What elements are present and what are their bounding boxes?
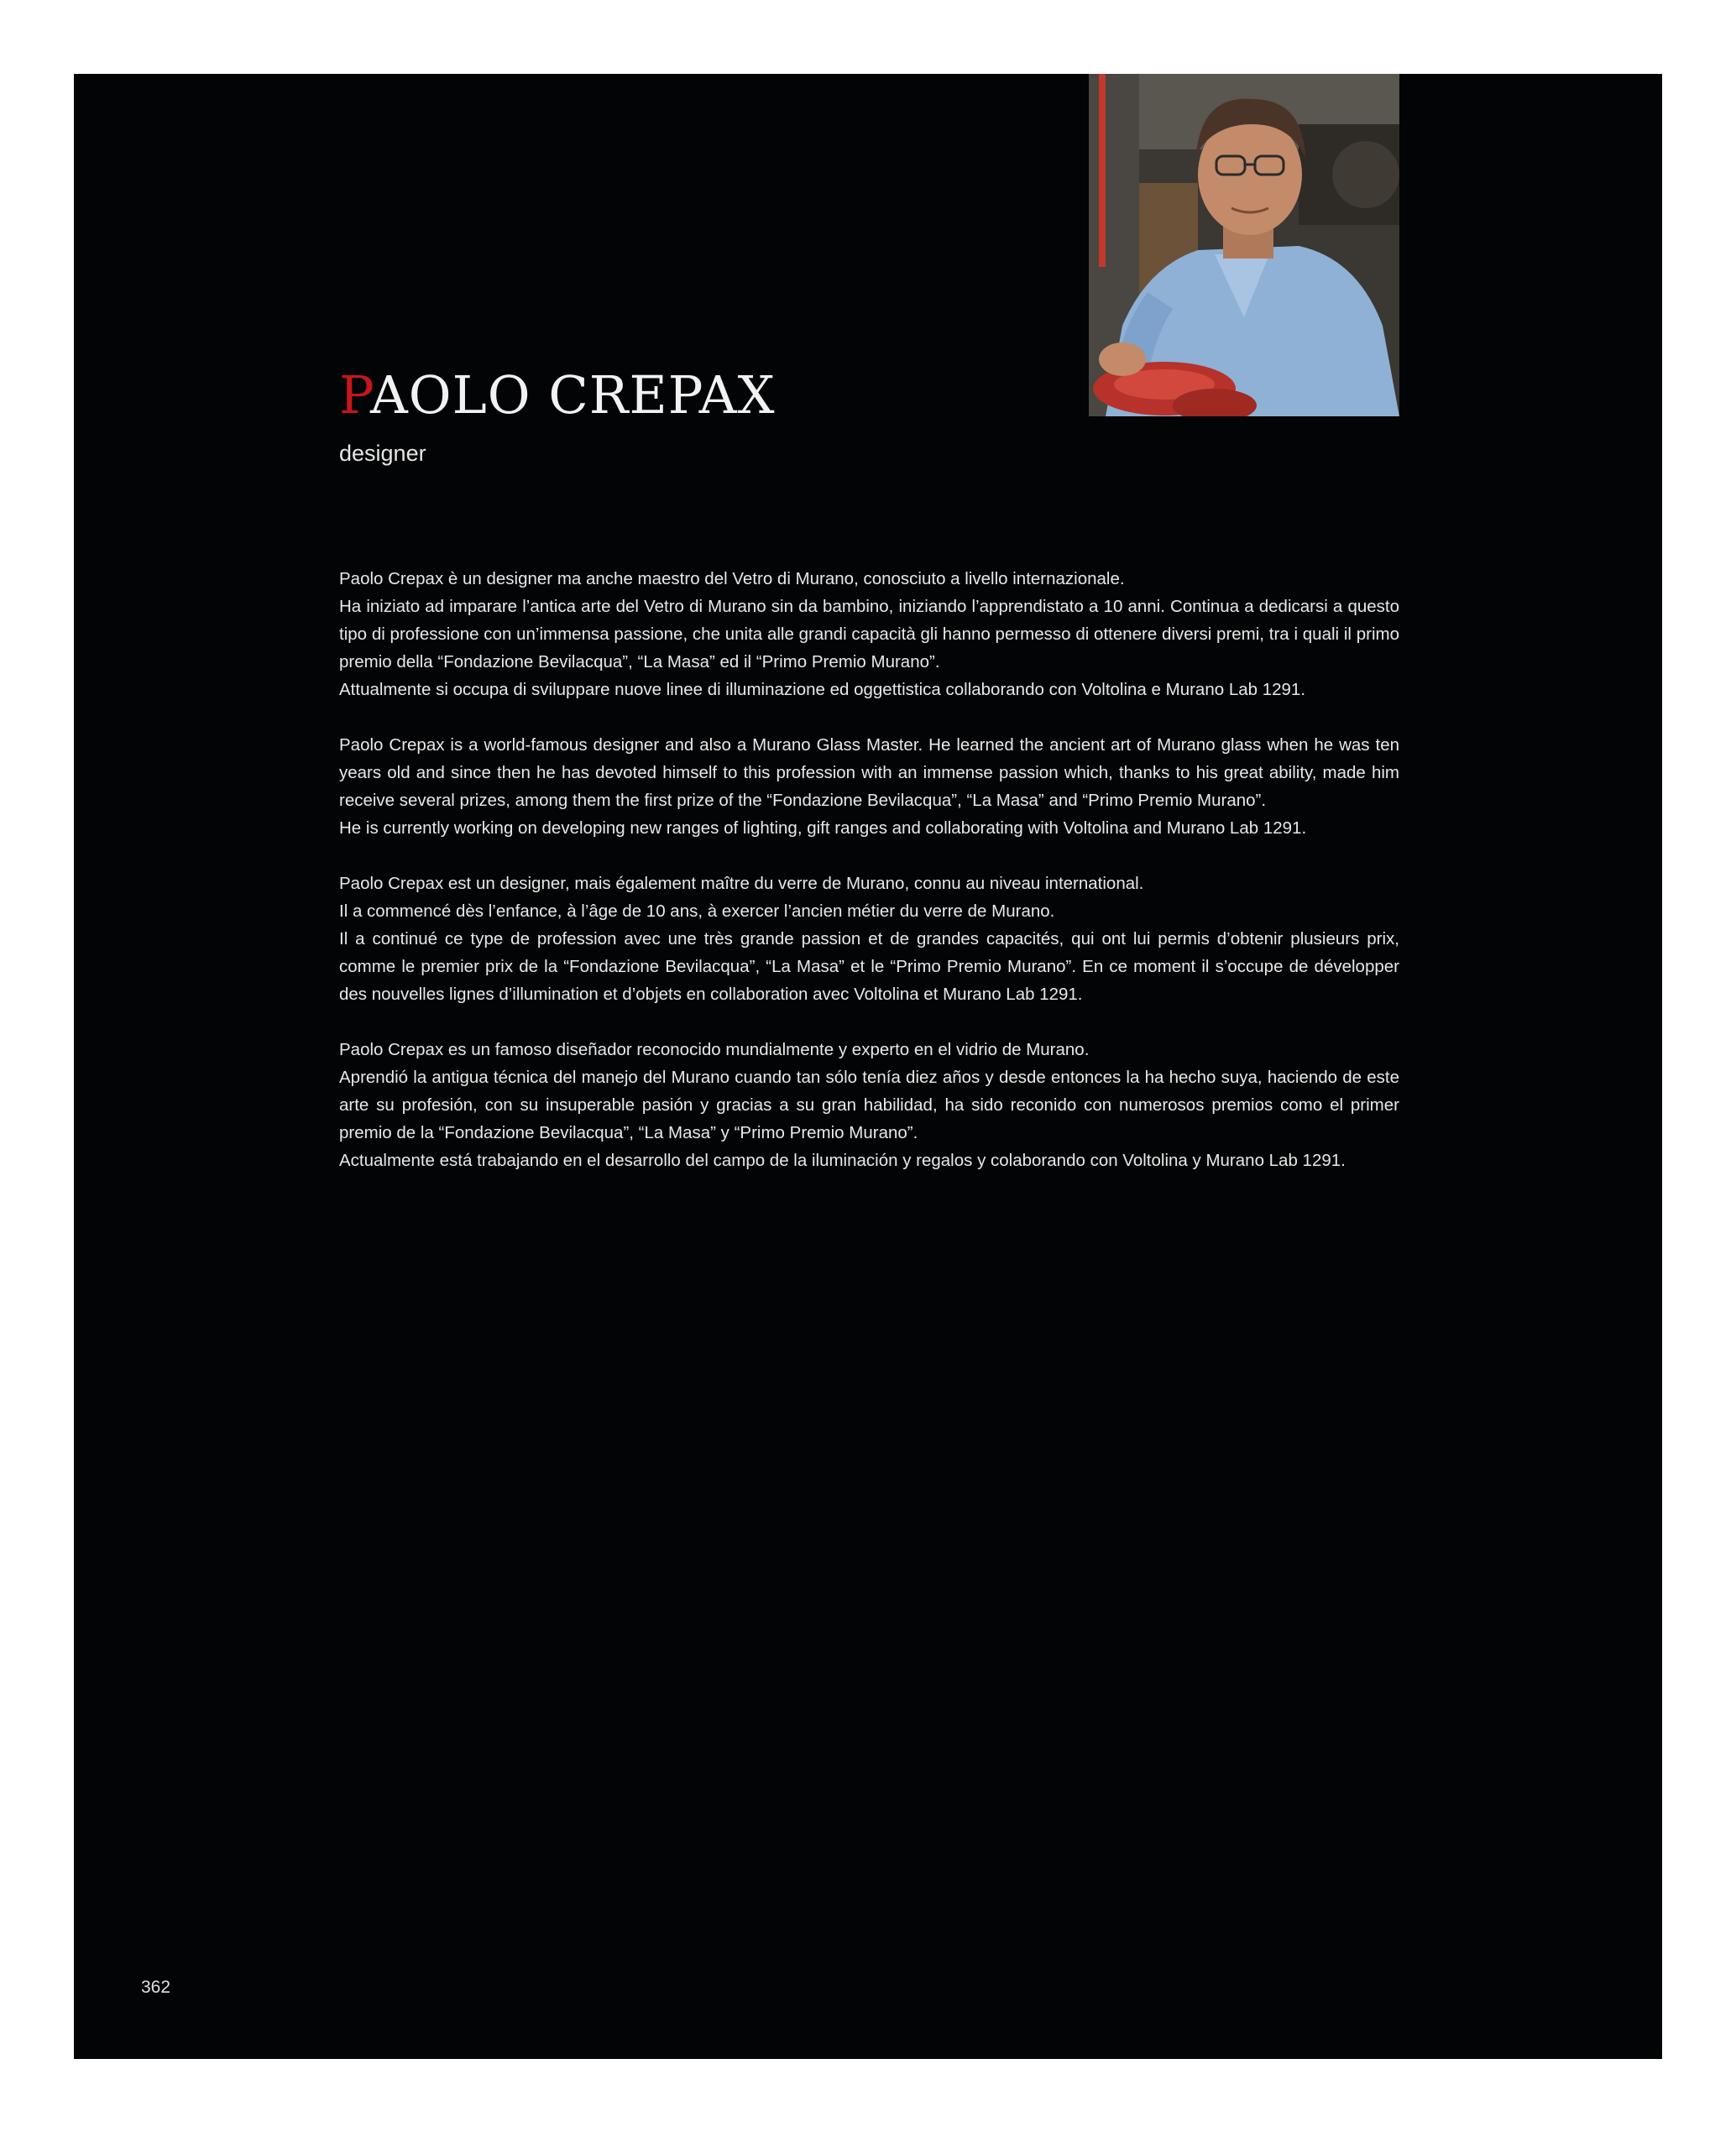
bio-paragraph-line: Il a continué ce type de profession avec une très grande passion et de grandes capacités, qui ont lui permis d’obtenir plusieurs prix, comme le premier prix de la “Fondazione Bevilacqua”, “La Masa” et le “Primo Premio Murano”. En ce moment il s’occupe de développer des nouvelles lignes d’illumination et d’objets en collaboration avec Voltolina et Murano Lab 1291. [339, 929, 1399, 1004]
bio-paragraph-line: Paolo Crepax est un designer, mais également maître du verre de Murano, connu au niveau international. [339, 874, 1144, 893]
catalog-page [74, 74, 1662, 2059]
bio-paragraph-line: Actualmente está trabajando en el desarrollo del campo de la iluminación y regalos y colaborando con Voltolina y Murano Lab 1291. [339, 1151, 1346, 1170]
portrait-photo [1089, 74, 1399, 416]
title-initial: P [339, 364, 371, 426]
bio-spanish [339, 1036, 1399, 1174]
title-rest: AOLO CREPAX [370, 364, 776, 426]
bio-paragraph-line: He is currently working on developing new ranges of lighting, gift ranges and collaborating with Voltolina and Murano Lab 1291. [339, 818, 1307, 838]
page-number: 362 [141, 1978, 171, 1997]
page-title [339, 364, 776, 426]
bio-paragraph-line: Aprendió la antigua técnica del manejo del Murano cuando tan sólo tenía diez años y desde entonces la ha hecho suya, haciendo de este arte su profesión, con su insuperable pasión y gracias a su gran habilidad, ha sido reconido con numerosos premios como el primer premio de la “Fondazione Bevilacqua”, “La Masa” y “Primo Premio Murano”. [339, 1068, 1399, 1142]
bio-paragraph-line: Il a commencé dès l’enfance, à l’âge de 10 ans, à exercer l’ancien métier du verre de Murano. [339, 901, 1055, 921]
bio-paragraph-line: Attualmente si occupa di sviluppare nuove linee di illuminazione ed oggettistica collaborando con Voltolina e Murano Lab 1291. [339, 680, 1306, 699]
bio-paragraph-line: Ha iniziato ad imparare l’antica arte del Vetro di Murano sin da bambino, iniziando l’apprendistato a 10 anni. Continua a dedicarsi a questo tipo di professione con un’immensa passione, che unita alle grandi capacità gli hanno permesso di ottenere diversi premi, tra i quali il primo premio della “Fondazione Bevilacqua”, “La Masa” ed il “Primo Premio Murano”. [339, 597, 1399, 671]
bio-english [339, 731, 1399, 842]
bio-paragraph-line: Paolo Crepax è un designer ma anche maestro del Vetro di Murano, conosciuto a livello internazionale. [339, 569, 1125, 588]
bio-paragraph-line: Paolo Crepax is a world-famous designer and also a Murano Glass Master. He learned the ancient art of Murano glass when he was ten years old and since then he has devoted himself to this profession with an immense passion which, thanks to his great ability, made him receive several prizes, among them the first prize of the “Fondazione Bevilacqua”, “La Masa” and “Primo Premio Murano”. [339, 735, 1399, 810]
bio-italian [339, 565, 1399, 703]
biography [339, 565, 1399, 1174]
page-subtitle: designer [339, 441, 426, 466]
portrait-photo-icon [1089, 74, 1399, 416]
bio-paragraph-line: Paolo Crepax es un famoso diseñador reconocido mundialmente y experto en el vidrio de Murano. [339, 1040, 1090, 1059]
bio-french [339, 870, 1399, 1008]
